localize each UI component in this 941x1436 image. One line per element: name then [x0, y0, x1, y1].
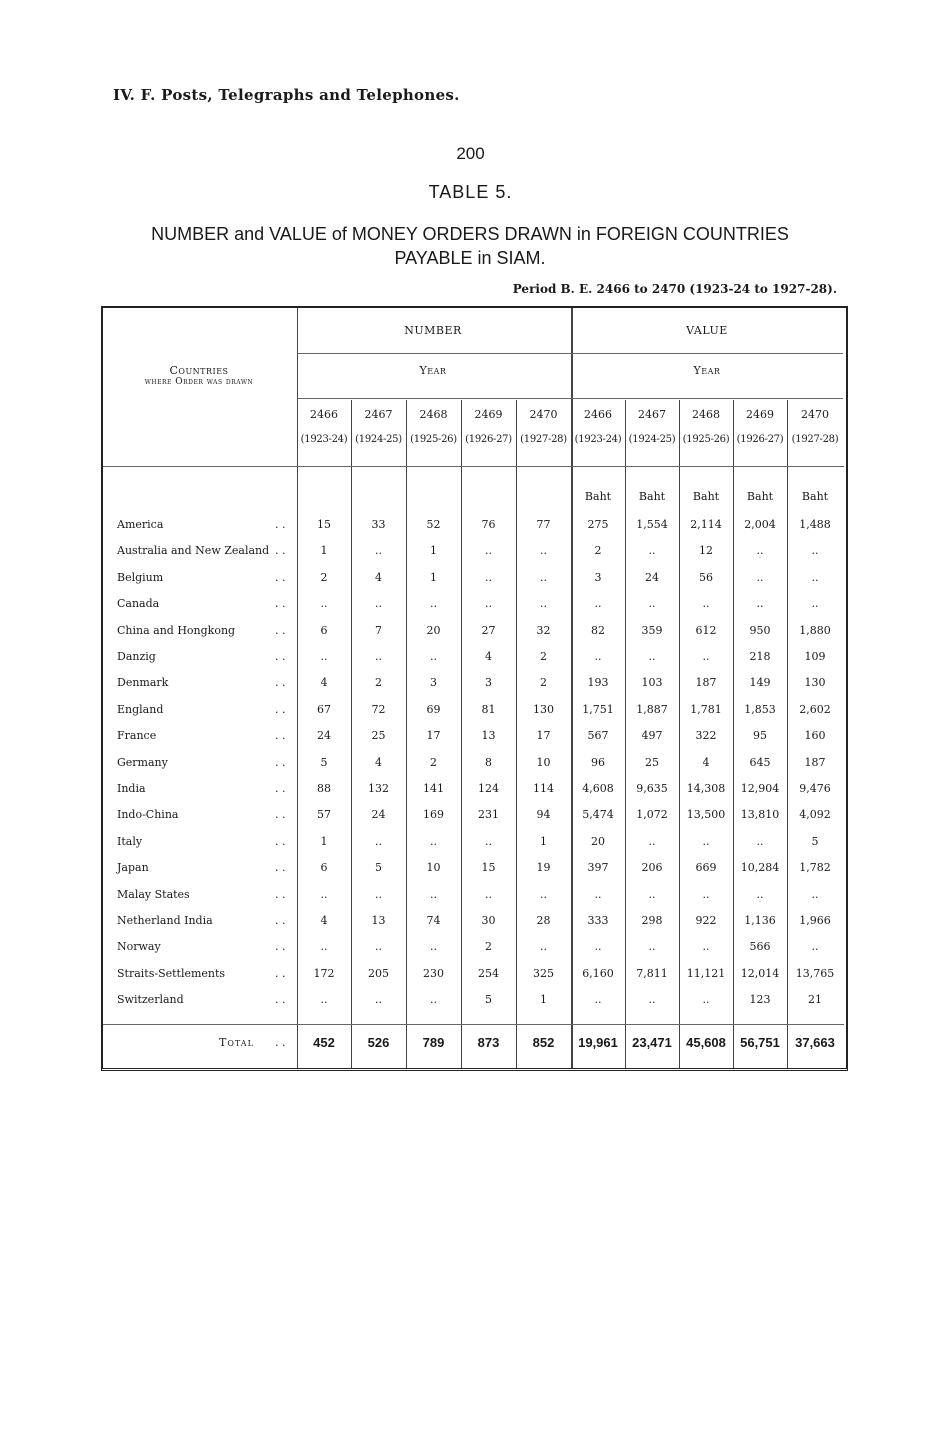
number-cell: 1	[430, 544, 437, 557]
number-cell: 6	[320, 624, 328, 637]
leader-dots: . .	[275, 1036, 286, 1049]
value-cell: ..	[702, 940, 710, 953]
number-cell: ..	[320, 888, 328, 901]
value-cell: 11,121	[686, 967, 726, 980]
number-cell: 67	[317, 703, 331, 716]
number-cell: 88	[317, 782, 331, 795]
leader-dots: . .	[275, 835, 286, 848]
number-cell: 1	[320, 544, 328, 557]
number-cell: 7	[375, 624, 382, 637]
country-name: Belgium	[117, 571, 164, 584]
value-cell: 4	[702, 756, 710, 769]
value-cell: ..	[756, 888, 764, 901]
number-cell: 230	[423, 967, 444, 980]
number-cell: 254	[478, 967, 499, 980]
country-name: Denmark	[117, 676, 169, 689]
value-cell: ..	[811, 597, 819, 610]
value-cell: 82	[591, 624, 605, 637]
money-orders-table	[101, 306, 848, 1071]
value-cell: 5,474	[582, 808, 614, 821]
value-cell: 12,904	[740, 782, 780, 795]
total-value-cell: 56,751	[740, 1035, 780, 1050]
heading-line-1: NUMBER and VALUE of MONEY ORDERS DRAWN in FOREIGN COUNTRIES	[151, 224, 789, 244]
value-cell: ..	[702, 993, 710, 1006]
number-cell: ..	[540, 571, 547, 584]
number-cell: ..	[485, 888, 492, 901]
leader-dots: . .	[275, 703, 286, 716]
number-cell: 81	[481, 703, 496, 716]
number-cell: 20	[426, 624, 441, 637]
number-cell: 15	[481, 861, 496, 874]
number-cell: ..	[485, 571, 492, 584]
value-cell: 13,765	[795, 967, 835, 980]
value-cell: 298	[641, 914, 663, 927]
number-cell: 1	[540, 835, 547, 848]
value-cell: 12,014	[740, 967, 780, 980]
country-name: Malay States	[117, 888, 190, 901]
total-label: Total	[219, 1036, 254, 1049]
value-cell: 2,004	[744, 518, 776, 531]
value-cell: 4,092	[799, 808, 831, 821]
value-cell: 2,114	[690, 518, 722, 531]
value-cell: ..	[648, 993, 656, 1006]
value-cell: 1,072	[636, 808, 668, 821]
leader-dots: . .	[275, 597, 286, 610]
value-cell: 566	[749, 940, 771, 953]
value-cell: 2,602	[799, 703, 831, 716]
value-cell: ..	[594, 650, 602, 663]
number-cell: ..	[320, 993, 328, 1006]
section-heading: IV. F. Posts, Telegraphs and Telephones.	[113, 86, 460, 104]
value-cell: 612	[695, 624, 717, 637]
value-cell: ..	[648, 597, 656, 610]
number-cell: 33	[371, 518, 386, 531]
value-cell: 322	[695, 729, 717, 742]
value-cell: ..	[594, 888, 602, 901]
number-cell: 325	[533, 967, 554, 980]
number-cell: 1	[320, 835, 328, 848]
number-cell: 15	[317, 518, 331, 531]
number-cell: 28	[536, 914, 551, 927]
value-cell: 218	[749, 650, 771, 663]
value-cell: 4,608	[582, 782, 614, 795]
value-cell: ..	[702, 650, 710, 663]
value-cell: 1,887	[636, 703, 668, 716]
number-cell: 4	[375, 571, 382, 584]
number-cell: ..	[320, 650, 328, 663]
number-cell: 3	[430, 676, 437, 689]
value-cell: 1,781	[690, 703, 722, 716]
value-cell: 6,160	[582, 967, 614, 980]
number-cell: 6	[320, 861, 328, 874]
value-cell: 669	[695, 861, 717, 874]
countries-header-line1: Countries	[169, 364, 229, 377]
number-cell: ..	[430, 993, 437, 1006]
country-name: Canada	[117, 597, 160, 610]
value-cell: 397	[587, 861, 609, 874]
leader-dots: . .	[275, 544, 286, 557]
country-name: America	[117, 518, 164, 531]
period-header: (1926-27)	[736, 434, 784, 445]
period-header: (1923-24)	[574, 434, 622, 445]
number-year-header: Year	[419, 364, 447, 377]
number-cell: 24	[371, 808, 386, 821]
year-header: 2466	[584, 408, 612, 421]
number-cell: ..	[375, 888, 382, 901]
number-cell: 19	[536, 861, 551, 874]
value-cell: ..	[594, 993, 602, 1006]
number-cell: 4	[320, 676, 328, 689]
value-cell: 497	[641, 729, 663, 742]
countries-header	[109, 364, 289, 387]
value-cell: ..	[811, 544, 819, 557]
value-cell: 1,751	[582, 703, 614, 716]
period-header: (1923-24)	[300, 434, 348, 445]
value-cell: ..	[594, 940, 602, 953]
country-name: India	[117, 782, 146, 795]
number-cell: 8	[485, 756, 492, 769]
value-cell: 950	[749, 624, 771, 637]
number-cell: 169	[423, 808, 444, 821]
number-cell: ..	[320, 597, 328, 610]
total-value-cell: 45,608	[686, 1035, 726, 1050]
table-heading	[120, 222, 820, 270]
period-header: (1924-25)	[628, 434, 676, 445]
year-header: 2467	[364, 408, 393, 421]
number-cell: 5	[485, 993, 492, 1006]
number-cell: ..	[375, 544, 382, 557]
year-header: 2467	[638, 408, 666, 421]
value-cell: 96	[591, 756, 605, 769]
value-cell: 13,810	[740, 808, 780, 821]
number-cell: 2	[320, 571, 328, 584]
rule	[297, 398, 843, 399]
number-cell: 57	[317, 808, 331, 821]
value-cell: 1,853	[744, 703, 776, 716]
value-cell: 2	[594, 544, 602, 557]
country-name: Norway	[117, 940, 161, 953]
rule	[297, 353, 843, 354]
leader-dots: . .	[275, 914, 286, 927]
value-cell: 922	[695, 914, 717, 927]
leader-dots: . .	[275, 967, 286, 980]
value-cell: 160	[804, 729, 826, 742]
value-cell: 109	[804, 650, 826, 663]
number-cell: ..	[375, 940, 382, 953]
number-cell: ..	[375, 993, 382, 1006]
number-cell: 74	[426, 914, 441, 927]
year-header: 2468	[692, 408, 720, 421]
value-cell: 1,782	[799, 861, 831, 874]
country-name: Italy	[117, 835, 143, 848]
value-cell: 24	[645, 571, 659, 584]
leader-dots: . .	[275, 676, 286, 689]
value-cell: ..	[811, 571, 819, 584]
number-cell: 52	[426, 518, 441, 531]
total-value-cell: 23,471	[632, 1035, 672, 1050]
unit-header: Baht	[692, 490, 720, 503]
number-cell: ..	[375, 835, 382, 848]
number-cell: 30	[481, 914, 496, 927]
heading-line-2: PAYABLE in SIAM.	[394, 248, 546, 268]
number-cell: ..	[485, 544, 492, 557]
number-cell: 3	[485, 676, 492, 689]
number-cell: ..	[320, 940, 328, 953]
country-name: England	[117, 703, 164, 716]
number-cell: 94	[536, 808, 551, 821]
table-title: TABLE 5.	[428, 182, 513, 202]
number-cell: 24	[317, 729, 331, 742]
number-cell: ..	[375, 597, 382, 610]
value-cell: ..	[648, 835, 656, 848]
leader-dots: . .	[275, 756, 286, 769]
value-year-header: Year	[693, 364, 721, 377]
value-cell: 56	[699, 571, 713, 584]
period-header: (1925-26)	[682, 434, 730, 445]
number-cell: 13	[371, 914, 386, 927]
number-cell: ..	[430, 650, 437, 663]
number-cell: 231	[478, 808, 499, 821]
value-cell: 103	[641, 676, 663, 689]
value-cell: 1,966	[799, 914, 831, 927]
value-cell: ..	[702, 888, 710, 901]
number-cell: 72	[371, 703, 386, 716]
value-cell: 7,811	[636, 967, 668, 980]
number-cell: 2	[540, 650, 547, 663]
value-cell: 149	[749, 676, 771, 689]
total-number-cell: 873	[477, 1035, 500, 1050]
number-cell: 4	[320, 914, 328, 927]
number-cell: 17	[536, 729, 551, 742]
country-name: France	[117, 729, 157, 742]
value-cell: ..	[702, 597, 710, 610]
number-cell: ..	[540, 940, 547, 953]
number-cell: ..	[540, 597, 547, 610]
number-cell: 172	[313, 967, 335, 980]
leader-dots: . .	[275, 940, 286, 953]
number-cell: 32	[536, 624, 551, 637]
value-cell: ..	[648, 888, 656, 901]
leader-dots: . .	[275, 518, 286, 531]
unit-header: Baht	[801, 490, 829, 503]
value-cell: 275	[587, 518, 609, 531]
value-cell: 9,635	[636, 782, 668, 795]
year-header: 2469	[474, 408, 503, 421]
number-cell: 5	[375, 861, 382, 874]
total-value-cell: 37,663	[795, 1035, 835, 1050]
number-cell: 205	[368, 967, 389, 980]
year-header: 2470	[529, 408, 558, 421]
number-cell: ..	[430, 597, 437, 610]
value-cell: 13,500	[686, 808, 726, 821]
value-cell: ..	[811, 940, 819, 953]
value-cell: 3	[594, 571, 602, 584]
period-header: (1924-25)	[355, 434, 402, 445]
value-cell: ..	[648, 650, 656, 663]
country-name: Japan	[117, 861, 149, 874]
value-cell: ..	[594, 597, 602, 610]
number-cell: 1	[430, 571, 437, 584]
year-header: 2470	[801, 408, 829, 421]
country-name: China and Hongkong	[117, 624, 236, 637]
total-number-cell: 526	[367, 1035, 390, 1050]
number-cell: 124	[478, 782, 499, 795]
value-cell: 193	[587, 676, 609, 689]
value-cell: 187	[804, 756, 826, 769]
leader-dots: . .	[275, 993, 286, 1006]
number-cell: 69	[426, 703, 441, 716]
number-cell: 77	[536, 518, 551, 531]
value-cell: ..	[648, 544, 656, 557]
country-name: Danzig	[117, 650, 156, 663]
value-cell: 359	[641, 624, 663, 637]
number-cell: 13	[481, 729, 496, 742]
number-cell: 2	[485, 940, 492, 953]
number-cell: 2	[430, 756, 437, 769]
number-cell: ..	[375, 650, 382, 663]
number-cell: ..	[430, 940, 437, 953]
number-header: NUMBER	[404, 324, 462, 337]
year-header: 2469	[746, 408, 774, 421]
number-cell: 27	[481, 624, 496, 637]
value-cell: 14,308	[686, 782, 726, 795]
leader-dots: . .	[275, 782, 286, 795]
value-cell: 187	[695, 676, 717, 689]
value-cell: 567	[587, 729, 609, 742]
value-cell: 9,476	[799, 782, 831, 795]
unit-header: Baht	[584, 490, 612, 503]
unit-header: Baht	[746, 490, 774, 503]
total-value-cell: 19,961	[578, 1035, 618, 1050]
value-cell: ..	[756, 597, 764, 610]
value-cell: 1,488	[799, 518, 831, 531]
value-cell: 123	[749, 993, 771, 1006]
value-header: VALUE	[686, 324, 728, 337]
number-cell: ..	[540, 888, 547, 901]
value-cell: 1,880	[799, 624, 831, 637]
leader-dots: . .	[275, 729, 286, 742]
value-cell: ..	[756, 835, 764, 848]
number-cell: 4	[375, 756, 382, 769]
country-name: Straits-Settlements	[117, 967, 226, 980]
number-cell: 4	[485, 650, 492, 663]
number-cell: 5	[320, 756, 328, 769]
country-name: Switzerland	[117, 993, 184, 1006]
leader-dots: . .	[275, 650, 286, 663]
total-number-cell: 789	[422, 1035, 445, 1050]
value-cell: 5	[811, 835, 819, 848]
value-cell: ..	[756, 571, 764, 584]
value-cell: ..	[702, 835, 710, 848]
number-cell: ..	[430, 835, 437, 848]
total-number-cell: 452	[313, 1035, 335, 1050]
value-cell: 1,554	[636, 518, 668, 531]
value-cell: 10,284	[740, 861, 780, 874]
period-header: (1926-27)	[465, 434, 512, 445]
value-cell: 1,136	[744, 914, 776, 927]
number-cell: 2	[540, 676, 547, 689]
period-header: (1927-28)	[791, 434, 839, 445]
number-cell: 132	[368, 782, 389, 795]
leader-dots: . .	[275, 808, 286, 821]
country-name: Australia and New Zealand	[117, 544, 270, 557]
value-cell: 25	[645, 756, 659, 769]
number-cell: 76	[481, 518, 496, 531]
value-cell: 20	[591, 835, 605, 848]
total-number-cell: 852	[532, 1035, 555, 1050]
number-cell: ..	[430, 888, 437, 901]
leader-dots: . .	[275, 861, 286, 874]
leader-dots: . .	[275, 888, 286, 901]
value-cell: 21	[808, 993, 822, 1006]
value-cell: 206	[641, 861, 663, 874]
number-cell: 25	[371, 729, 386, 742]
period-header: (1925-26)	[410, 434, 457, 445]
number-cell: ..	[540, 544, 547, 557]
period-header: (1927-28)	[520, 434, 567, 445]
country-name: Indo-China	[117, 808, 179, 821]
value-cell: 130	[804, 676, 826, 689]
number-cell: 1	[540, 993, 547, 1006]
unit-header: Baht	[638, 490, 666, 503]
rule	[103, 1024, 844, 1025]
page-number: 200	[456, 144, 485, 163]
value-cell: 95	[753, 729, 767, 742]
value-cell: 645	[749, 756, 771, 769]
value-cell: 333	[587, 914, 609, 927]
period-note: Period B. E. 2466 to 2470 (1923-24 to 1927-28).	[512, 282, 837, 296]
number-cell: ..	[485, 597, 492, 610]
number-cell: 130	[533, 703, 554, 716]
value-cell: 12	[699, 544, 713, 557]
leader-dots: . .	[275, 571, 286, 584]
country-name: Netherland India	[117, 914, 213, 927]
leader-dots: . .	[275, 624, 286, 637]
value-cell: ..	[811, 888, 819, 901]
number-cell: 10	[426, 861, 441, 874]
value-cell: ..	[648, 940, 656, 953]
value-cell: ..	[756, 544, 764, 557]
year-header: 2466	[310, 408, 338, 421]
number-cell: 2	[375, 676, 382, 689]
number-cell: 17	[426, 729, 441, 742]
countries-header-line2: where Order was drawn	[144, 377, 254, 387]
number-cell: ..	[485, 835, 492, 848]
year-header: 2468	[419, 408, 448, 421]
number-cell: 10	[536, 756, 551, 769]
country-name: Germany	[117, 756, 168, 769]
number-cell: 114	[533, 782, 554, 795]
number-cell: 141	[423, 782, 444, 795]
rule	[103, 466, 844, 467]
